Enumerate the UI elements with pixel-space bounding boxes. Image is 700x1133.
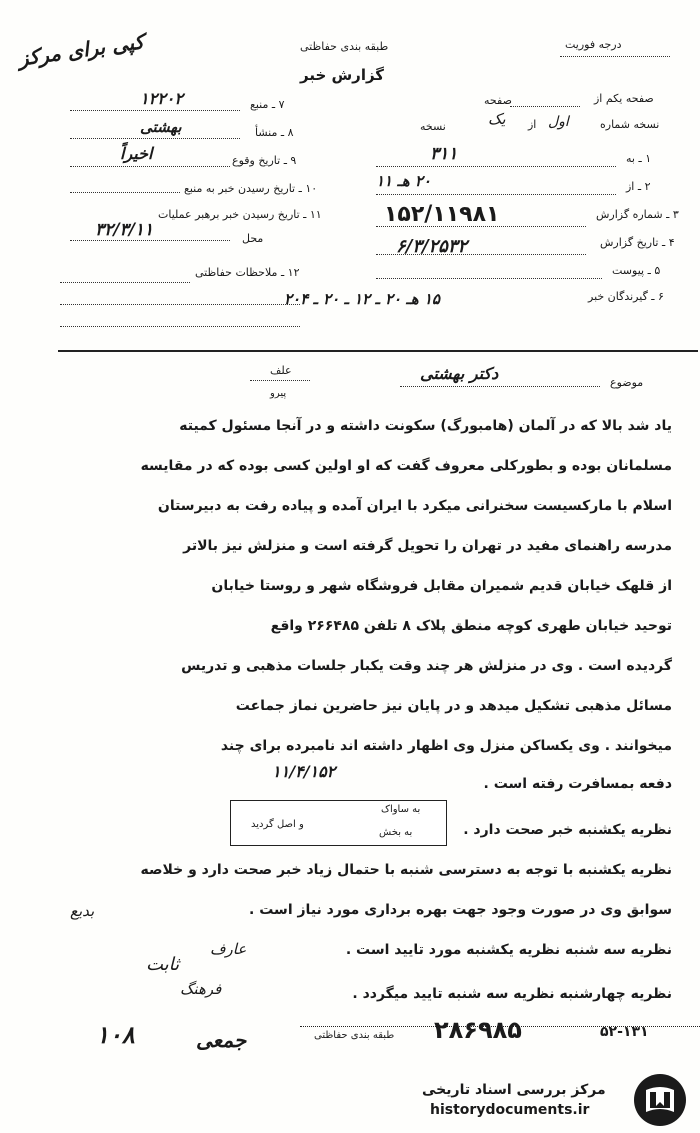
field-suffix: نسخه [420,120,446,133]
field-label: ۹ ـ تاریخ وقوع [232,154,297,167]
body-line: مسلمانان بوده و بطورکلی معروف گفت که او اولین کسی بوده که در مقایسه [140,458,672,474]
subject-value: دکتر بهشتی [420,364,499,383]
assessment-annotation: فرهنگ [180,980,222,998]
assessment-annotation: ثابت [146,954,180,975]
assessment-annotation: بدیع [70,902,95,920]
body-line: مسائل مذهبی تشکیل میدهد و در پایان نیز حاضرین نماز جماعت [235,698,672,714]
assessment-line: نظریه یکشنبه با توجه به دسترسی شنبه با حتمال زیاد خبر صحت دارد و خلاصه [140,862,672,878]
book-bookmark-icon [632,1072,688,1128]
subject-side-note: پیرو [270,388,287,399]
report-title: گزارش خبر [300,66,385,84]
field-label: ۷ ـ منبع [250,98,285,111]
body-line: اسلام با مارکسیست سخنرانی میکرد با ایران آمده و پیاده رفت به دبیرستان [157,498,672,514]
field-value: ۶/۳/۲۵۳۲ [396,236,468,257]
field-suffix: صفحه [484,94,512,107]
field-value: اول [548,114,569,130]
field-label: صفحه یکم از [594,92,654,105]
field-label: ۲ ـ از [626,180,651,193]
stamp-line: و اصل گردید [251,819,304,830]
subject-side-note: علف [270,364,292,377]
field-value: ۳۱۱ [430,144,458,164]
field-count: یک [488,110,506,128]
priority-label: درجه فوریت [565,38,622,51]
field-value: ۳۲/۳/۱۱ [95,220,154,240]
subject-label: موضوع [610,376,644,389]
field-value: ۱۲۲۰۲ [140,89,183,108]
field-label: نسخه شماره [600,118,660,131]
field-label: ۱۰ ـ تاریخ رسیدن خبر به منبع [184,182,318,195]
field-mid: از [528,118,537,131]
signature: جمعی [196,1028,247,1052]
field-label: محل [242,232,264,245]
classification-label-bottom: طبقه بندی حفاظتی [314,1030,395,1041]
assessment-annotation: عارف [210,940,247,958]
field-label: ۱۲ ـ ملاحظات حفاظتی [195,266,300,279]
assessment-line: نظریه یکشنبه خبر صحت دارد . [463,822,672,838]
assessment-line: نظریه چهارشنبه نظریه سه شنبه تایید میگردد . [352,986,672,1002]
stamp-line: به ساواک [381,804,421,815]
footer-website: historydocuments.ir [430,1102,590,1118]
assessment-line: نظریه سه شنبه نظریه یکشنبه مورد تایید است . [345,942,672,958]
field-label: ۶ ـ گیرندگان خبر [588,290,664,303]
field-value: ۲۰ هـ ۱۱ [376,172,431,190]
handwritten-corner-note: کپی برای مرکز [16,29,146,71]
field-label: ۸ ـ منشأ [255,126,294,139]
handwritten-date: ۱۱/۴/۱۵۲ [272,762,336,781]
field-label: ۵ ـ پیوست [612,264,661,277]
footer-org-name: مرکز بررسی اسناد تاریخی [422,1082,606,1098]
field-value: بهشتی [140,118,182,136]
body-line: دفعه بمسافرت رفته است . [483,776,672,792]
field-label: ۱۱ ـ تاریخ رسیدن خبر برهبر عملیات [158,208,322,221]
field-value: ۱۵ هـ ۲۰ ـ ۱۲ ـ ۲۰ ـ ۲۰۴ [284,290,440,308]
body-line: از قلهک خیابان قدیم شمیران مقابل فروشگاه شهر و روستا خیابان [211,578,672,594]
body-line: مدرسه راهنمای مفید در تهران را تحویل گرفته است و منزلش نیز بالاتر [183,538,672,554]
stamp-line: به بخش [379,827,413,838]
bottom-left-number: ۱۰۸ [96,1020,135,1049]
field-label: ۳ ـ شماره گزارش [596,208,679,221]
archive-number: ۲۸۶۹۸۵ [434,1016,522,1044]
body-line: میخوانند . وی یکساکن منزل وی اظهار داشته اند نامبرده برای چند [220,738,672,754]
field-value: ۱۵۲/۱۱۹۸۱ [384,202,500,227]
field-label: ۴ ـ تاریخ گزارش [600,236,675,249]
classification-label-top: طبقه بندی حفاظتی [300,40,389,53]
field-value: اخیراً [120,144,153,163]
received-stamp [230,800,447,846]
body-line: گردیده است . وی در منزلش هر چند وقت یکبار جلسات مذهبی و تدریس [181,658,672,674]
header-divider [58,350,698,352]
document-code: ۵۲-۱۳۱ [600,1024,649,1040]
field-label: ۱ ـ به [626,152,652,165]
body-line: توحید خیابان طهری کوچه منطق پلاک ۸ تلفن ۲۶۶۴۸۵ واقع [270,618,672,634]
assessment-line: سوابق وی در صورت وجود جهت بهره برداری مورد نیاز است . [249,902,672,918]
body-line: یاد شد بالا که در آلمان (هامبورگ) سکونت داشته و در آنجا مسئول کمیته [179,418,672,434]
